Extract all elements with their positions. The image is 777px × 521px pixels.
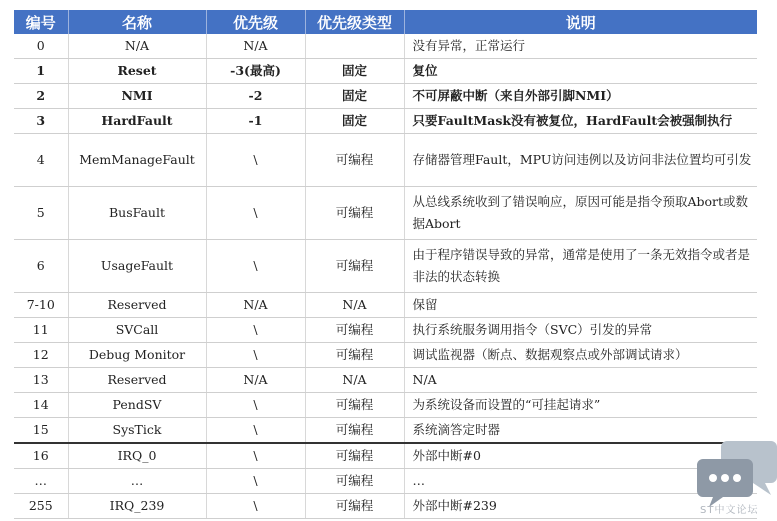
cell-name: BusFault: [68, 187, 206, 240]
cell-type: 可编程: [305, 187, 404, 240]
cell-number: 1: [14, 59, 68, 84]
table-row: [14, 34, 757, 59]
cell-priority: \: [206, 134, 305, 187]
cell-number: 3: [14, 109, 68, 134]
cell-number: 4: [14, 134, 68, 187]
cell-number: 14: [14, 393, 68, 418]
cell-name: Debug Monitor: [68, 343, 206, 368]
cell-description: …: [404, 469, 757, 494]
header-description: 说明: [404, 10, 757, 34]
cell-priority: \: [206, 494, 305, 519]
cell-description: 外部中断#0: [404, 443, 757, 469]
cell-priority: -1: [206, 109, 305, 134]
cell-name: Reset: [68, 59, 206, 84]
cell-number: 255: [14, 494, 68, 519]
cell-type: N/A: [305, 293, 404, 318]
cell-type: 可编程: [305, 494, 404, 519]
cell-priority: \: [206, 469, 305, 494]
cell-number: …: [14, 469, 68, 494]
cell-name: Reserved: [68, 368, 206, 393]
header-name: 名称: [68, 10, 206, 34]
table-row: [14, 418, 757, 444]
cell-priority: \: [206, 187, 305, 240]
exception-table: [14, 10, 757, 519]
cell-description: 由于程序错误导致的异常，通常是使用了一条无效指令或者是非法的状态转换: [404, 240, 757, 293]
cell-number: 15: [14, 418, 68, 444]
table-row: [14, 293, 757, 318]
table-row: [14, 84, 757, 109]
cell-name: IRQ_0: [68, 443, 206, 469]
cell-description: 没有异常，正常运行: [404, 34, 757, 59]
cell-description: 从总线系统收到了错误响应，原因可能是指令预取Abort或数据Abort: [404, 187, 757, 240]
table-row: [14, 368, 757, 393]
cell-description: 调试监视器（断点、数据观察点或外部调试请求）: [404, 343, 757, 368]
cell-description: 执行系统服务调用指令（SVC）引发的异常: [404, 318, 757, 343]
cell-priority: N/A: [206, 368, 305, 393]
cell-name: PendSV: [68, 393, 206, 418]
cell-type: 可编程: [305, 469, 404, 494]
table-row: [14, 59, 757, 84]
cell-type: 固定: [305, 84, 404, 109]
cell-description: 复位: [404, 59, 757, 84]
cell-number: 6: [14, 240, 68, 293]
cell-description: 系统滴答定时器: [404, 418, 757, 444]
cell-type: 可编程: [305, 240, 404, 293]
cell-description: 为系统设备而设置的“可挂起请求”: [404, 393, 757, 418]
table-row: [14, 318, 757, 343]
cell-priority: \: [206, 318, 305, 343]
cell-name: Reserved: [68, 293, 206, 318]
cell-description: N/A: [404, 368, 757, 393]
cell-description: 保留: [404, 293, 757, 318]
table-row: [14, 393, 757, 418]
cell-name: UsageFault: [68, 240, 206, 293]
table-row: [14, 134, 757, 187]
header-number: 编号: [14, 10, 68, 34]
cell-description: 只要FaultMask没有被复位，HardFault会被强制执行: [404, 109, 757, 134]
cell-type: 可编程: [305, 443, 404, 469]
cell-priority: \: [206, 393, 305, 418]
table-row: [14, 343, 757, 368]
cell-priority: -2: [206, 84, 305, 109]
cell-number: 7-10: [14, 293, 68, 318]
cell-type: 可编程: [305, 318, 404, 343]
cell-description: 存储器管理Fault，MPU访问违例以及访问非法位置均可引发: [404, 134, 757, 187]
cell-number: 16: [14, 443, 68, 469]
cell-type: 固定: [305, 109, 404, 134]
cell-number: 0: [14, 34, 68, 59]
cell-name: N/A: [68, 34, 206, 59]
cell-priority: \: [206, 443, 305, 469]
cell-name: SVCall: [68, 318, 206, 343]
cell-number: 12: [14, 343, 68, 368]
cell-type: 可编程: [305, 393, 404, 418]
table-row: [14, 240, 757, 293]
cell-description: 不可屏蔽中断（来自外部引脚NMI）: [404, 84, 757, 109]
cell-type: N/A: [305, 368, 404, 393]
cell-name: MemManageFault: [68, 134, 206, 187]
table-row: [14, 469, 757, 494]
cell-type: [305, 34, 404, 59]
table-row: [14, 109, 757, 134]
cell-priority: \: [206, 418, 305, 444]
cell-priority: -3(最高): [206, 59, 305, 84]
cell-description: 外部中断#239: [404, 494, 757, 519]
cell-type: 可编程: [305, 134, 404, 187]
table-row: [14, 494, 757, 519]
cell-priority: \: [206, 343, 305, 368]
table-header-row: [14, 10, 757, 34]
cell-name: …: [68, 469, 206, 494]
cell-name: HardFault: [68, 109, 206, 134]
cell-number: 11: [14, 318, 68, 343]
cell-number: 5: [14, 187, 68, 240]
cell-number: 13: [14, 368, 68, 393]
header-priority: 优先级: [206, 10, 305, 34]
watermark-text: ST中文论坛: [700, 505, 759, 516]
header-priority-type: 优先级类型: [305, 10, 404, 34]
table-row: [14, 443, 757, 469]
cell-priority: N/A: [206, 293, 305, 318]
cell-name: IRQ_239: [68, 494, 206, 519]
cell-number: 2: [14, 84, 68, 109]
cell-priority: N/A: [206, 34, 305, 59]
cell-type: 固定: [305, 59, 404, 84]
cell-type: 可编程: [305, 418, 404, 444]
cell-priority: \: [206, 240, 305, 293]
cell-name: NMI: [68, 84, 206, 109]
cell-name: SysTick: [68, 418, 206, 444]
table-row: [14, 187, 757, 240]
cell-type: 可编程: [305, 343, 404, 368]
